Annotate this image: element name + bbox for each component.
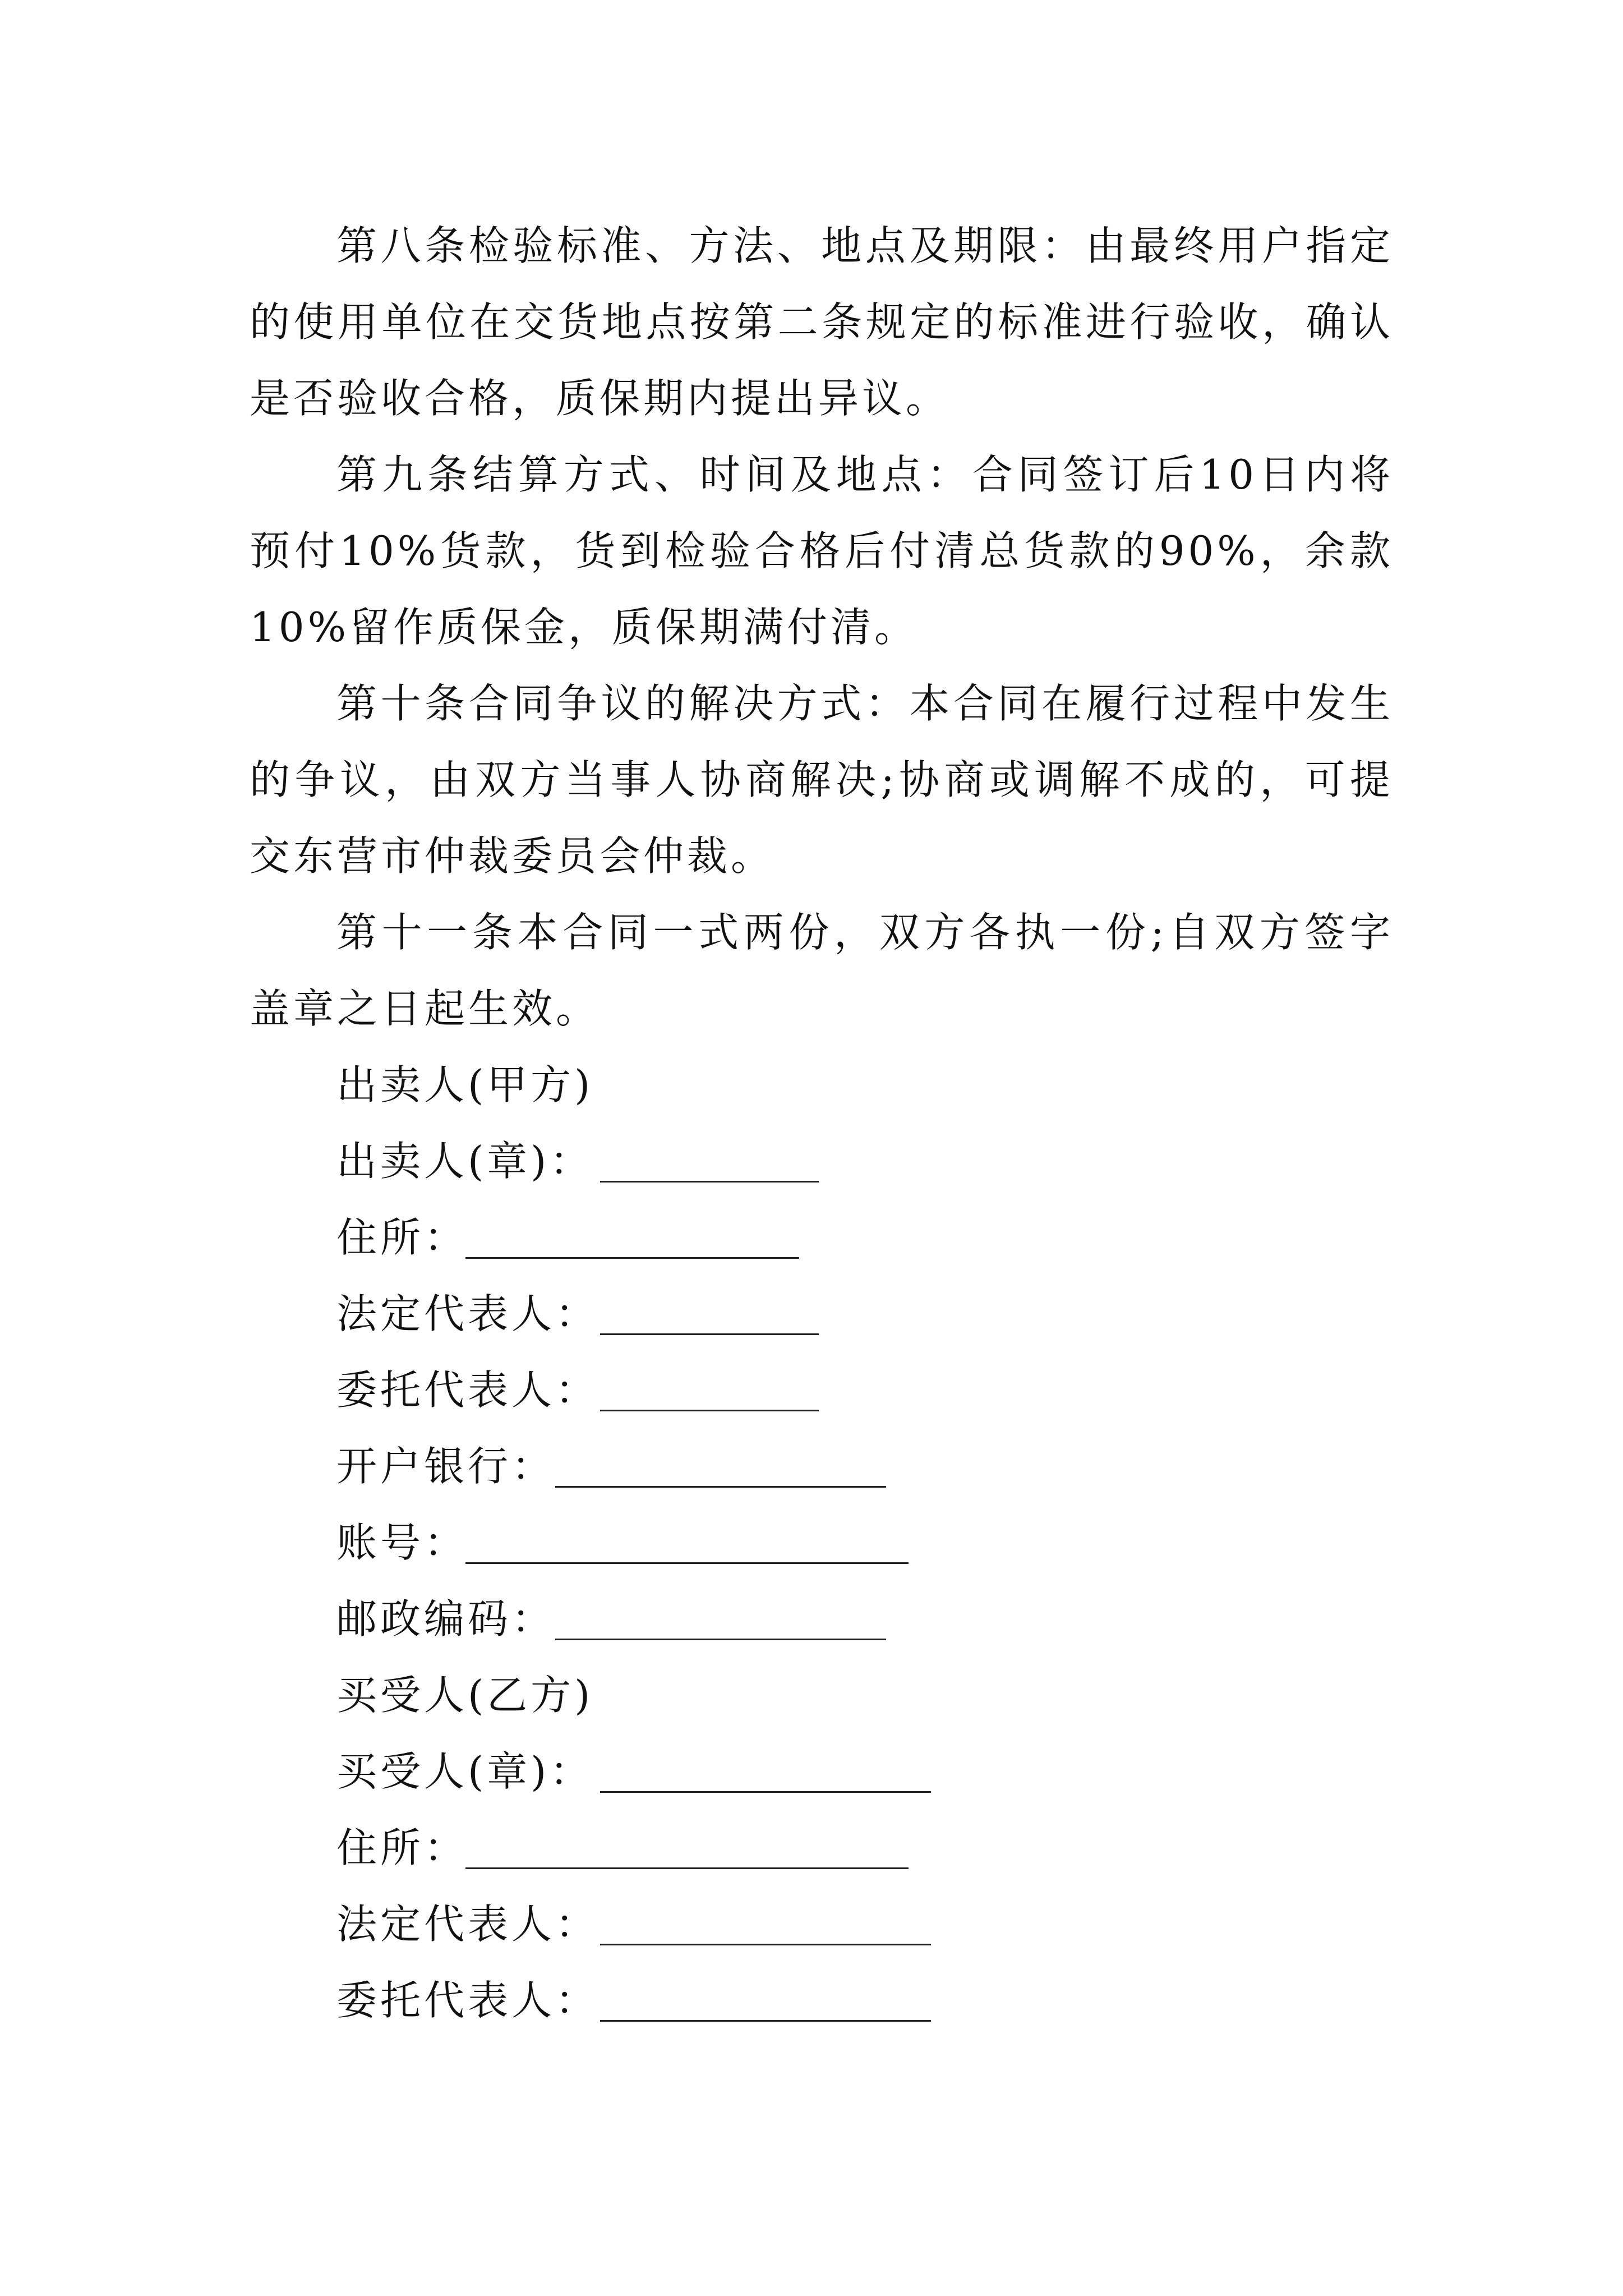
seller-bank-label: 开户银行： [336,1443,556,1490]
article-10: 第十条合同争议的解决方式：本合同在履行过程中发生的争议，由双方当事人协商解决;协商或调解不成的，可提交东营市仲裁委员会仲裁。 [250,680,1394,880]
buyer-legal-rep-label: 法定代表人： [336,1901,600,1948]
seller-agent-blank[interactable] [600,1410,819,1411]
seller-account-blank[interactable] [465,1562,909,1564]
buyer-heading: 买受人(乙方) [336,1672,594,1719]
seller-account-label: 账号： [336,1519,468,1566]
seller-seal-label: 出卖人(章)： [336,1138,594,1185]
buyer-seal-label: 买受人(章)： [336,1748,594,1795]
article-8: 第八条检验标准、方法、地点及期限：由最终用户指定的使用单位在交货地点按第二条规定的标准进行验收，确认是否验收合格，质保期内提出异议。 [250,222,1394,422]
seller-postcode-label: 邮政编码： [336,1595,556,1642]
seller-agent-label: 委托代表人： [336,1366,600,1414]
seller-address-blank[interactable] [465,1257,799,1259]
seller-legal-rep-blank[interactable] [600,1333,819,1335]
buyer-agent-blank[interactable] [600,2020,931,2022]
article-9: 第九条结算方式、时间及地点：合同签订后10日内将预付10%货款，货到检验合格后付清总货款的90%，余款10%留作质保金，质保期满付清。 [250,451,1394,651]
seller-heading: 出卖人(甲方) [336,1061,594,1108]
buyer-agent-label: 委托代表人： [336,1977,600,2024]
seller-postcode-blank[interactable] [555,1639,886,1640]
seller-address-label: 住所： [336,1214,468,1261]
seller-legal-rep-label: 法定代表人： [336,1290,600,1337]
seller-bank-blank[interactable] [555,1486,886,1488]
buyer-seal-blank[interactable] [600,1791,931,1793]
article-11: 第十一条本合同一式两份，双方各执一份;自双方签字盖章之日起生效。 [250,909,1394,1032]
buyer-address-label: 住所： [336,1824,468,1871]
buyer-legal-rep-blank[interactable] [600,1944,931,1945]
seller-seal-blank[interactable] [600,1181,819,1182]
buyer-address-blank[interactable] [465,1867,909,1869]
